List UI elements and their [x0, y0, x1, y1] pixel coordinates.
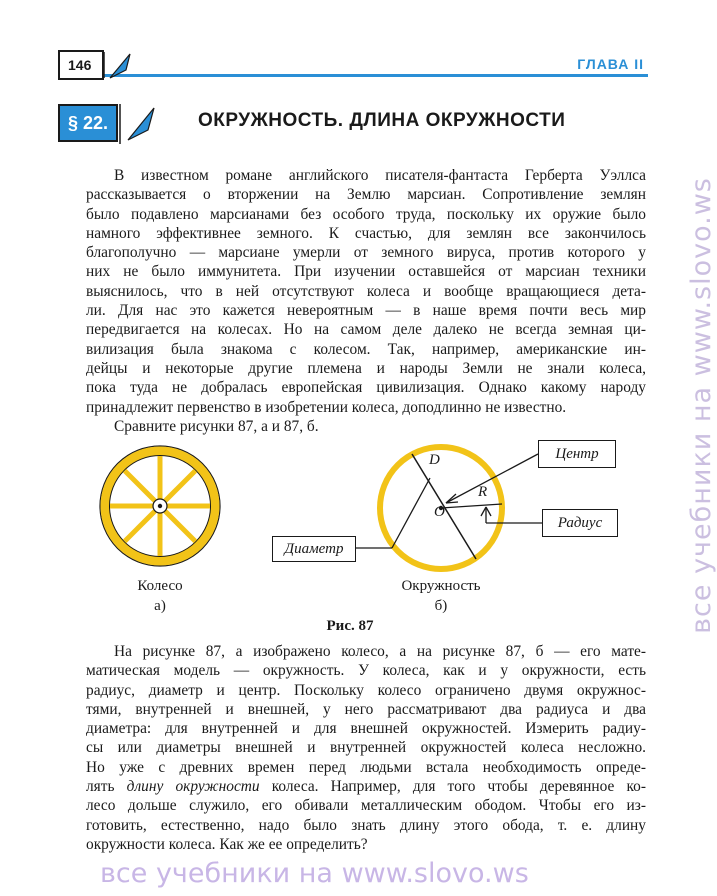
paragraph-intro — [86, 166, 646, 436]
paragraph-model — [86, 642, 646, 854]
wheel-letter: а) — [154, 598, 166, 614]
section-number: § 22. — [58, 104, 118, 142]
watermark-vertical: все учебники на www.slovo.ws — [686, 177, 717, 634]
text-line: радиус, диаметр и центр. Поскольку колесо ограничено двумя окружнос- — [86, 681, 646, 699]
center-label-box: Центр — [538, 440, 616, 468]
wheel-caption: Колесо — [137, 578, 183, 594]
text-line: Сравните рисунки 87, а и 87, б. — [114, 417, 319, 435]
page-number: 146 — [58, 50, 104, 80]
point-r-label: R — [478, 484, 488, 500]
chapter-label: ГЛАВА II — [577, 56, 644, 72]
circle-caption: Окружность — [401, 578, 481, 594]
text-line: сы или диаметры внешней и внутренней окружностей колеса несложно. — [86, 739, 646, 757]
text-line: матическая модель — окружность. У колеса, как и у окружности, есть — [86, 662, 646, 680]
text-line: пока туда не добралась европейская цивилизация. Однако какому народу — [86, 379, 646, 397]
figure-title: Рис. 87 — [326, 618, 374, 634]
text-line: лесо дольше служило, его обивали металлическим ободом. Чтобы его из- — [86, 797, 646, 815]
text-line: вилизация была знакома с колесом. Так, например, американские ин- — [86, 340, 646, 358]
text-line: рассказывается о вторжении на Землю марсиан. Сопротивление землян — [86, 186, 646, 204]
point-d-label: D — [429, 452, 440, 468]
text-line: выяснилось, что в ней отсутствуют колеса и вообще вращающиеся дета- — [86, 282, 646, 300]
text-line: благополучно — марсиане умерли от земного вируса, против которого у — [86, 244, 646, 262]
text-line: готовить, естественно, надо было знать длину этого обода, т. е. длину — [86, 816, 646, 834]
text-line: тями, внутренней и внешней, у него рассматривают два радиуса и два — [86, 700, 646, 718]
term-circumference: длину окружности — [126, 778, 260, 796]
text-line: В известном романе английского писателя-фантаста Герберта Уэллса — [114, 167, 646, 184]
text-line: На рисунке 87, а изображено колесо, а на рисунке 87, б — его мате- — [114, 643, 646, 660]
text-line: ли. Для нас это кажется невероятным — в наше время почти весь мир — [86, 302, 646, 320]
wheel-figure — [94, 440, 226, 572]
text-line: принадлежит первенство в изобретении колеса, доподлинно не известно. — [86, 398, 567, 416]
text-line: намного эффективнее земного. К счастью, для землян все закончилось — [86, 224, 646, 242]
section-title: ОКРУЖНОСТЬ. ДЛИНА ОКРУЖНОСТИ — [198, 110, 566, 131]
text-line: Но уже с древних времен перед людьми встала необходимость опреде- — [86, 758, 646, 776]
bookmark-icon — [100, 48, 140, 82]
text-fragment: лять — [86, 778, 127, 796]
text-line-italic — [86, 777, 646, 796]
circle-letter: б) — [434, 598, 448, 614]
header-rule — [60, 74, 648, 77]
text-line: передвигается на колесах. Но на самом деле далеко не всегда земная ци- — [86, 321, 646, 339]
text-fragment: колеса. Например, для того чтобы деревянное ко- — [259, 778, 646, 796]
text-line: диаметра: для внутренней и для внешней окружностей. Измерить радиу- — [86, 720, 646, 738]
watermark-horizontal: все учебники на www.slovo.ws — [100, 858, 529, 889]
text-line: них не было иммунитета. При изучении оставшейся от марсиан техники — [86, 263, 646, 281]
diameter-label-box: Диаметр — [272, 536, 356, 562]
text-line: дейцы и некоторые другие племена и народы Земли не знали колеса, — [86, 359, 646, 377]
point-o-label: O — [434, 504, 445, 520]
text-line: окружности колеса. Как же ее определить? — [86, 835, 368, 853]
text-line: было подавлено марсианами без особого труда, поскольку их оружие было — [86, 205, 646, 223]
radius-label-box: Радиус — [542, 509, 618, 537]
section-bookmark-icon — [116, 100, 162, 148]
